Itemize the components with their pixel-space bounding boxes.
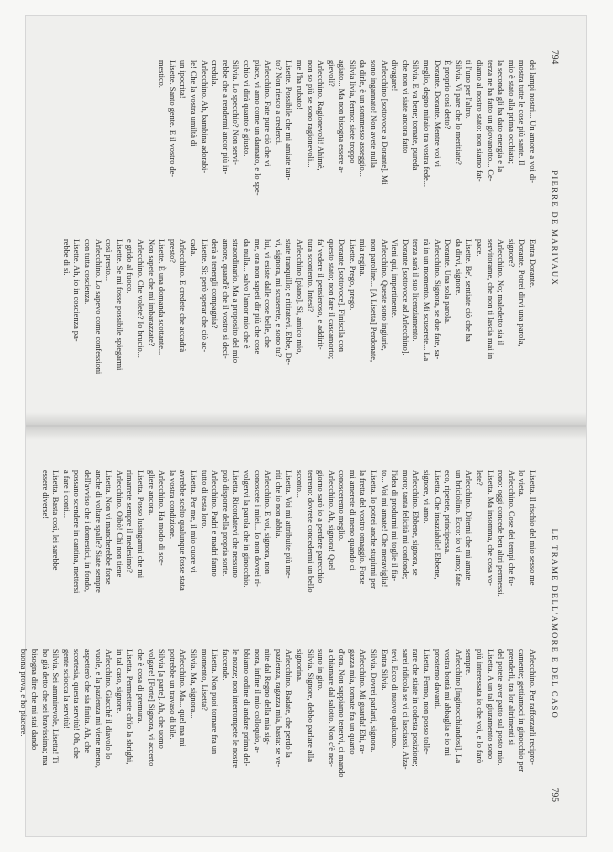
text-line: Lisetta. Basta così, lei sarebbe xyxy=(51,470,61,571)
text-line: Arlecchino. Padri e madri fanno xyxy=(210,470,220,577)
text-line: non so più se sono ragionevoli... xyxy=(305,60,315,168)
text-line: diamo al nostro stato: non siamo fat- xyxy=(475,60,485,182)
text-line: a fare i conti... xyxy=(61,470,71,518)
text-line: Arlecchino [inginocchiandosi]. La xyxy=(453,649,463,764)
text-line: mestico. xyxy=(157,60,167,88)
text-line: d'ora. Non sappiamo tenervi, ci mando xyxy=(337,649,347,778)
text-line: le nozze; non interrompete le nostre xyxy=(231,649,241,769)
text-line: camente; gettiamoci in ginocchio per xyxy=(517,649,527,773)
text-line: essere diverse! xyxy=(40,470,50,520)
right-column-1 xyxy=(18,460,537,623)
text-line: amore, quand'è che il vostro si deci- xyxy=(220,239,230,359)
text-line: buona prova, e ho piacere. xyxy=(19,649,29,737)
text-line: la vostra condizione. xyxy=(167,470,177,539)
text-line: Lisetta. Permettete ch'io la sbrighi, xyxy=(125,649,135,765)
text-line: Silvia [a parte]. Ah, che uomo xyxy=(157,649,167,749)
text-line: Lisette. Possibile che mi amiate tan- xyxy=(284,60,294,181)
text-line: rebbe di sì. xyxy=(61,239,71,276)
left-column-1 xyxy=(60,50,537,213)
text-line: tevi. Ecco di nuovo qualcuno. xyxy=(390,649,400,749)
text-line: un ipocrita! xyxy=(178,60,188,99)
text-line: l'idea di produrmi mi toglie il fia- xyxy=(390,470,400,582)
right-column-2 xyxy=(18,639,537,802)
text-line: terza sarà il suo licenziamento. xyxy=(411,239,421,342)
text-line: Vieni qui, impertinente. xyxy=(390,239,400,318)
text-line: Lisetta. Ma insomma, che cosa vo- xyxy=(485,470,495,586)
text-line: un briciolino. Ecco: io vi amo; fate xyxy=(453,470,463,586)
text-line: più interessata io che voi, e lo farò xyxy=(475,649,485,764)
text-line: Arlecchino. Che volete? Io brucio... xyxy=(136,239,146,358)
text-line: Lisette. Ah, io in coscienza pa- xyxy=(72,239,82,342)
text-line: Lisetta. Il rischio del mio sesso me xyxy=(528,470,537,586)
text-line: Arlecchino. Queste sono ingiurie, xyxy=(379,239,389,351)
text-line: derà a tenergli compagnia? xyxy=(210,239,220,329)
text-line: Arlecchino. Ditemi che mi amate xyxy=(464,470,474,581)
book-gutter xyxy=(26,412,586,440)
text-line: dei lampi nostri... Un amore a voi di- xyxy=(528,60,537,184)
text-line: eco, ripetete, principessa. xyxy=(443,470,453,555)
text-line: me l'ha rubato! xyxy=(294,60,304,110)
text-line: Entra Silvia. xyxy=(379,649,389,691)
text-line: sconto... xyxy=(294,470,304,498)
text-line: me, ora non sapeti dir più che cose xyxy=(252,239,262,355)
text-line: ho già detto che sei bravissima; ma xyxy=(40,649,50,766)
left-page-number: 794 xyxy=(549,50,559,65)
text-line: signore? xyxy=(506,239,516,268)
text-line: Lisetta. Che insaziabile! Ebbene, xyxy=(432,470,442,580)
text-line: Lisette. Se mi fosse possibile spiegarmi xyxy=(114,239,124,371)
text-line: Dorante. Potrei dirvi una parola, xyxy=(517,239,527,347)
text-line: Entra Dorante. xyxy=(528,239,537,288)
text-line: Non sapete che mi imbarazzate? xyxy=(146,239,156,347)
text-line: questo stato; non fare il cascamorto; xyxy=(326,239,336,360)
text-line: in tal caso, signore. xyxy=(114,649,124,714)
text-line: terreno: dovrete concedermi un bello xyxy=(305,470,315,593)
text-line: giorno sarò io a perdere parecchio xyxy=(316,470,326,584)
text-line: possano scendere in cantina, mettersi xyxy=(72,470,82,594)
text-line: mi amerete di meno quando ci xyxy=(347,470,357,571)
text-line: prosterno davanti. xyxy=(432,649,442,709)
text-line: sarei ridicola se vi ci lasciassi. Alza- xyxy=(400,649,410,770)
text-line: da nulla... salvo l'amor mio che è xyxy=(241,239,251,349)
text-line: fa' vedere il pensieroso, e addirit- xyxy=(316,239,326,350)
text-line: momento, Lisetta? xyxy=(199,649,209,711)
text-line: È proprio così detto? xyxy=(443,60,453,130)
text-line: la fretta del vostro omaggio. Forse xyxy=(358,470,368,585)
text-line: Silvia. Dovrei parlarti, signora. xyxy=(369,649,379,753)
text-line: Arlecchino. Ma... quel ma mi xyxy=(178,649,188,747)
text-line: con tutta coscienza. xyxy=(83,239,93,305)
text-line: divagare! xyxy=(390,60,400,92)
text-line: Dorante. Una sola parola. xyxy=(443,239,453,325)
text-line: anche di voltare spalle? Siate sempre xyxy=(93,470,103,593)
text-line: cada. xyxy=(189,239,198,257)
text-line: signore, vi amo. xyxy=(422,470,432,524)
text-line: a chiamare dal salotto. Non c'è nes- xyxy=(326,649,336,767)
text-line: Arlecchino. E credete che accadrà xyxy=(178,239,188,353)
text-line: Arlecchino [piano]. Sì, amico mio, xyxy=(294,239,304,355)
text-line: Lisetta. A un tal giuramento sono xyxy=(485,649,495,760)
text-line: servitorame, che non ti lascia mai in xyxy=(485,239,495,360)
text-line: Lisetta. Ricordatevi che nessuno xyxy=(231,470,241,578)
text-line: dell'avviso che i domestici, in fondo, xyxy=(83,470,93,593)
text-line: volgare! [Forte] Signora, vi accerto xyxy=(146,649,156,767)
text-line: Arlecchino. Ragionevoli! Ahimè, xyxy=(316,60,326,171)
text-line: Arlecchino. Signora, se due fate, sa- xyxy=(432,239,442,360)
text-line: del potete aver patto sul posto mio. xyxy=(496,649,506,766)
text-line: può disporre della propria sorte. xyxy=(220,470,230,577)
text-line: nite dal Regno della mia sig- xyxy=(263,649,273,745)
text-line: vuole, e la pazienza mi viene meno, xyxy=(93,649,103,768)
text-line: Lisette. Santo gente. E il vostro de- xyxy=(167,60,177,178)
text-line: Arlecchino. Ha modo di sce- xyxy=(157,470,167,566)
right-running-head: LE TRAME DELL'AMORE E DEL CASO xyxy=(550,528,560,720)
text-line: Silvia. Sei ammirevole, Lisetta! Ti xyxy=(51,649,61,764)
text-line: volgervi la parola che in ginocchio. xyxy=(241,470,251,588)
text-line: cchio vi dirà quanto è giusto. xyxy=(241,60,251,157)
text-line: faccende. xyxy=(220,649,230,681)
text-line: da dirle, è un sommesso asseggio... xyxy=(358,60,368,177)
text-line: la seconda gli ha dato energia e la xyxy=(496,60,506,173)
text-line: che è cosa di premura. xyxy=(136,649,146,724)
text-line: mostra tutte le cose più sante. Il xyxy=(517,60,527,166)
text-line: sono ingannato! Non avete nulla xyxy=(369,60,379,168)
text-line: Lisetta. Voi mi attribuite più me- xyxy=(284,470,294,579)
text-line: Lisetta. Fermo, non posso tolle- xyxy=(422,649,432,755)
text-line: avrebbe scelto qualunque fosse stata xyxy=(178,470,188,591)
text-line: Silvia. Vi pare che lo meritiate? xyxy=(453,60,463,165)
text-line: rare che stiate in codesta posizione; xyxy=(411,649,421,767)
text-line: Lisette. Prego, prego. xyxy=(347,239,357,311)
text-line: lete? xyxy=(475,470,485,486)
text-line: le! Che la vostra umiltà di xyxy=(189,60,198,147)
text-line: agiato... Ma non bisogna essere a- xyxy=(337,60,347,173)
text-line: Arlecchino. Cose dei tempi che fu- xyxy=(506,470,516,587)
text-line: Silvia. Signore, debbo parlare alla xyxy=(305,649,315,762)
right-page-columns xyxy=(18,460,537,802)
text-line: mia regina. xyxy=(358,239,368,277)
text-line: potrebbe un travaso di bile. xyxy=(167,649,177,740)
left-running-head: PIERRE DE MARIVAUX xyxy=(550,170,560,286)
text-line: Lisetta. Posso lusingarmi che mi xyxy=(136,470,146,579)
text-line: Lisette. Sì: però sperar che ciò ac- xyxy=(199,239,209,353)
text-line: meglio, degno miraio tra vostra fede... xyxy=(422,60,432,187)
text-line: rimarrete sempre il medesimo? xyxy=(125,470,135,573)
text-line: non paroline... [A Lisetta] Perdonate, xyxy=(369,239,379,363)
text-line: bisogna dire che mi stai dando xyxy=(30,649,40,751)
text-line: terza ne ha fatto un giovanotto... Ce- xyxy=(485,60,495,182)
text-line: Arlecchino. Fate pure ciò che vi xyxy=(263,60,273,167)
text-line: signorina. xyxy=(294,649,304,682)
right-page-header xyxy=(549,460,560,802)
text-line: Arlecchino. Badate, che perdo la xyxy=(284,649,294,758)
text-line: Arlecchino. Per rafforzarli recipro- xyxy=(528,649,537,765)
right-page xyxy=(19,426,586,836)
text-line: Lisette. È una domanda scottante... xyxy=(157,239,167,356)
text-line: Lisette. Be', sentiate ciò che ha xyxy=(464,239,474,342)
text-line: ti l'uno per l'altro. xyxy=(464,60,474,119)
text-line: lui, vi esiste dalle cose belle, che xyxy=(263,239,273,348)
text-line: Lisetta. Io potrei anche stupirmi per xyxy=(369,470,379,589)
text-line: gazza mia, tornate fra un quarto xyxy=(347,649,357,755)
left-column-2 xyxy=(60,229,537,392)
text-line: Lisetta. Non puoi tornare fra un xyxy=(210,649,220,755)
text-line: moro; tanta felicità mi confonde; xyxy=(400,470,410,580)
text-line: bbiamo ordine di andare prima del- xyxy=(241,649,251,767)
text-line: Arlecchino. Ebbene, signora, se xyxy=(411,470,421,576)
text-line: Arlecchino. No; maledetto sia il xyxy=(496,239,506,346)
text-line: Silvia livia, fermo: siete troppo xyxy=(347,60,357,164)
text-line: credula. xyxy=(210,60,220,87)
text-line: mio è stato alla prima occhiata; xyxy=(506,60,516,164)
text-line: pace. xyxy=(475,239,485,257)
text-line: Silvia. Lo specchio? Non servi- xyxy=(231,60,241,165)
text-line: suno in giro. xyxy=(316,649,326,691)
text-line: Arlecchino. E voi, signora, non xyxy=(263,470,273,574)
right-page-number: 795 xyxy=(549,787,559,802)
text-line: prenderli, tra lor altrimenti si xyxy=(506,649,516,746)
text-line: rono: oggi concede ben altri permessi. xyxy=(496,470,506,597)
text-line: Silvia. E va bene; tornate, pureda xyxy=(411,60,421,171)
text-line: lo vieta. xyxy=(517,470,527,497)
text-line: Arlecchino. Ah, bambina adorabi- xyxy=(199,60,209,174)
left-page-header xyxy=(549,50,560,392)
text-line: Arlecchino. Mi guarda! Ehi, ra- xyxy=(358,649,368,755)
text-line: Lisetta. Non vi mancherebbe forse xyxy=(104,470,114,585)
text-line: state tranquillo; e ritiratevi. Ebbe, De- xyxy=(284,239,294,366)
text-line: presto? xyxy=(167,239,177,263)
text-line: Arlecchino. Ah, signora! Quel xyxy=(326,470,336,571)
text-line: conosceremo meglio. xyxy=(337,470,347,541)
text-line: tura scontento. Intesi? xyxy=(305,239,315,313)
text-line: così presto... xyxy=(104,239,114,281)
text-line: piace, vi amo come un dannato, e lo spe- xyxy=(252,60,262,196)
text-line: Arlecchino. Giacché il diavolo lo xyxy=(104,649,114,760)
text-line: vostra bontà mi abbaglia e io mi xyxy=(443,649,453,756)
text-line: Silvia. Ma, signora... xyxy=(189,649,198,719)
text-line: che non vi siate ancora fatto xyxy=(400,60,410,154)
text-line: e grido al fuoco. xyxy=(125,239,135,294)
text-line: Lisetta. Per me, il mio cuore vi xyxy=(189,470,198,573)
text-line: gliere ancora. xyxy=(146,470,156,516)
open-book xyxy=(19,16,586,836)
left-page-columns xyxy=(60,50,537,392)
text-line: Dorante [sottovoce]. Finiscila con xyxy=(337,239,347,352)
text-line: aspetterò che sia finita. Ah, che xyxy=(83,649,93,753)
text-line: straordinario. Ma a proposito del mio xyxy=(231,239,241,363)
text-line: Arlecchino. Oibò! Chi non tiene xyxy=(114,470,124,578)
text-line: scortesia, questa servitù! Oh, che xyxy=(72,649,82,759)
text-line: tutto di testa loro. xyxy=(199,470,209,529)
text-line: Dorante. Dorante. Mentre voi vi xyxy=(432,60,442,167)
text-line: nora, infine il mio colloquio, a- xyxy=(252,649,262,753)
text-line: Dorante [sottovoce ad Arlecchino]. xyxy=(400,239,410,356)
text-line: gente sciocca la servitù! xyxy=(61,649,71,729)
text-line: sempre. xyxy=(464,649,474,676)
text-line: riti che io non abbia. xyxy=(273,470,283,539)
text-line: rebbe che a rendermi ancor più in- xyxy=(220,60,230,175)
text-line: to... Voi mi amate! Che meraviglia! xyxy=(379,470,389,588)
text-line: Arlecchino. Lo sapevo come confessioni xyxy=(93,239,103,375)
left-page xyxy=(26,16,586,426)
text-line: da dirvi, signore. xyxy=(453,239,463,296)
text-line: Arlecchino [sottovoce a Dorante]. Mi xyxy=(379,60,389,185)
text-line: rà in un momento. Mi scuserete... La xyxy=(422,239,432,362)
text-line: pazienza, ragazza mia, basta: se ve- xyxy=(273,649,283,768)
text-line: gievoli? xyxy=(326,60,336,87)
text-line: conoscete i miei... Io non dovrei ri- xyxy=(252,470,262,587)
text-line: vi, signora, mi scuserete, e sono tu? xyxy=(273,239,283,358)
text-line: to? Non riesco a crederci. xyxy=(273,60,283,145)
